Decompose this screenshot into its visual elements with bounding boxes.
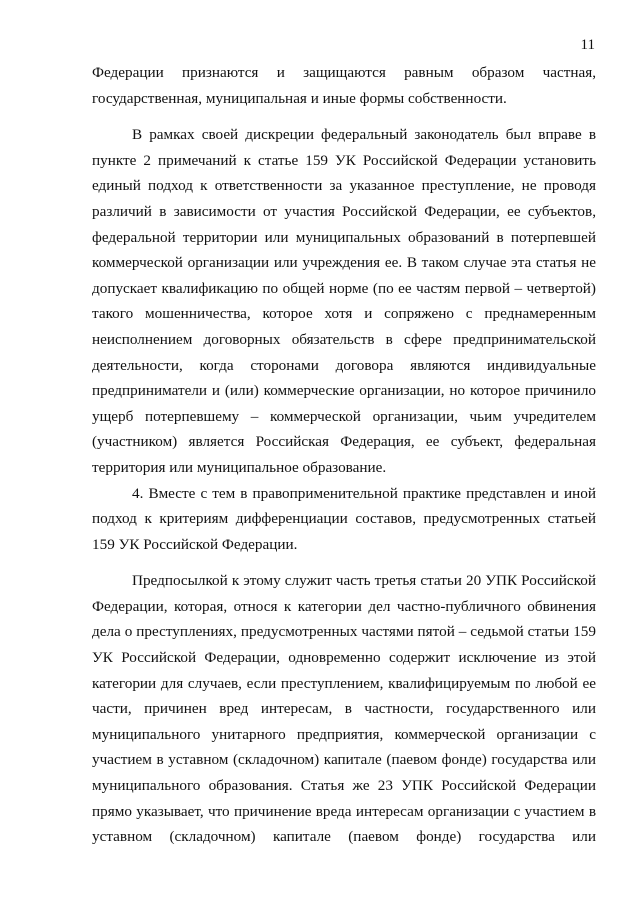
page-number: 11 xyxy=(580,37,595,53)
paragraph xyxy=(92,481,596,558)
paragraph xyxy=(92,60,596,111)
text-line: предприниматели и (или) коммерческие организации, но которое причинило xyxy=(92,382,596,400)
text-line: муниципального образования. Статья же 23 УПК Российской Федерации xyxy=(92,777,596,795)
paragraph-gap xyxy=(92,111,596,122)
text-line: прямо указывает, что причинение вреда интересам организации с участием в xyxy=(92,802,596,820)
text-line: коммерческой организации или учреждения ее. В таком случае эта статья не xyxy=(92,254,596,272)
text-line: пункте 2 примечаний к статье 159 УК Российской Федерации установить xyxy=(92,151,596,169)
text-line: муниципального унитарного предприятия, коммерческой организации с xyxy=(92,725,596,743)
text-line: ущерб потерпевшему – коммерческой организации, чьим учредителем xyxy=(92,407,596,425)
text-line: Предпосылкой к этому служит часть третья статьи 20 УПК Российской xyxy=(132,572,596,590)
text-line: участием в уставном (складочном) капитале (паевом фонде) государства или xyxy=(92,751,596,769)
text-line: деятельности, когда сторонами договора являются индивидуальные xyxy=(92,356,596,374)
text-line: УК Российской Федерации, одновременно содержит исключение из этой xyxy=(92,649,596,667)
text-line: единый подход к ответственности за указанное преступление, не проводя xyxy=(92,177,596,195)
text-line: части, причинен вред интересам, в частности, государственного или xyxy=(92,700,596,718)
text-line: подход к критериям дифференциации составов, предусмотренных статьей xyxy=(92,510,596,528)
text-line: государственная, муниципальная и иные формы собственности. xyxy=(92,89,507,107)
paragraph xyxy=(92,568,596,850)
text-line: допускает квалификацию по общей норме (по ее частям первой – четвертой) xyxy=(92,279,596,297)
text-line: территория или муниципальное образование. xyxy=(92,458,387,476)
text-line: 159 УК Российской Федерации. xyxy=(92,535,298,553)
text-line: уставном (складочном) капитале (паевом фонде) государства или xyxy=(92,828,596,846)
paragraph xyxy=(92,122,596,480)
text-line: дела о преступлениях, предусмотренных частями пятой – седьмой статьи 159 xyxy=(92,623,596,641)
text-line: федеральной территории или муниципальных образований в потерпевшей xyxy=(92,228,596,246)
text-line: такого мошенничества, которое хотя и сопряжено с преднамеренным xyxy=(92,305,596,323)
document-body xyxy=(92,60,596,850)
text-line: категории для случаев, если преступлением, квалифицируемым по любой ее xyxy=(92,674,596,692)
text-line: различий в зависимости от участия Российской Федерации, ее субъектов, xyxy=(92,202,596,220)
paragraph-gap xyxy=(92,557,596,568)
text-line: Федерации признаются и защищаются равным образом частная, xyxy=(92,64,596,81)
text-line: (участником) является Российская Федерация, ее субъект, федеральная xyxy=(92,433,596,451)
text-line: Федерации, которая, относя к категории дел частно-публичного обвинения xyxy=(92,597,596,615)
text-line: неисполнением договорных обязательств в сфере предпринимательской xyxy=(92,330,596,348)
text-line: В рамках своей дискреции федеральный законодатель был вправе в xyxy=(132,126,596,144)
text-line: 4. Вместе с тем в правоприменительной практике представлен и иной xyxy=(132,484,596,502)
